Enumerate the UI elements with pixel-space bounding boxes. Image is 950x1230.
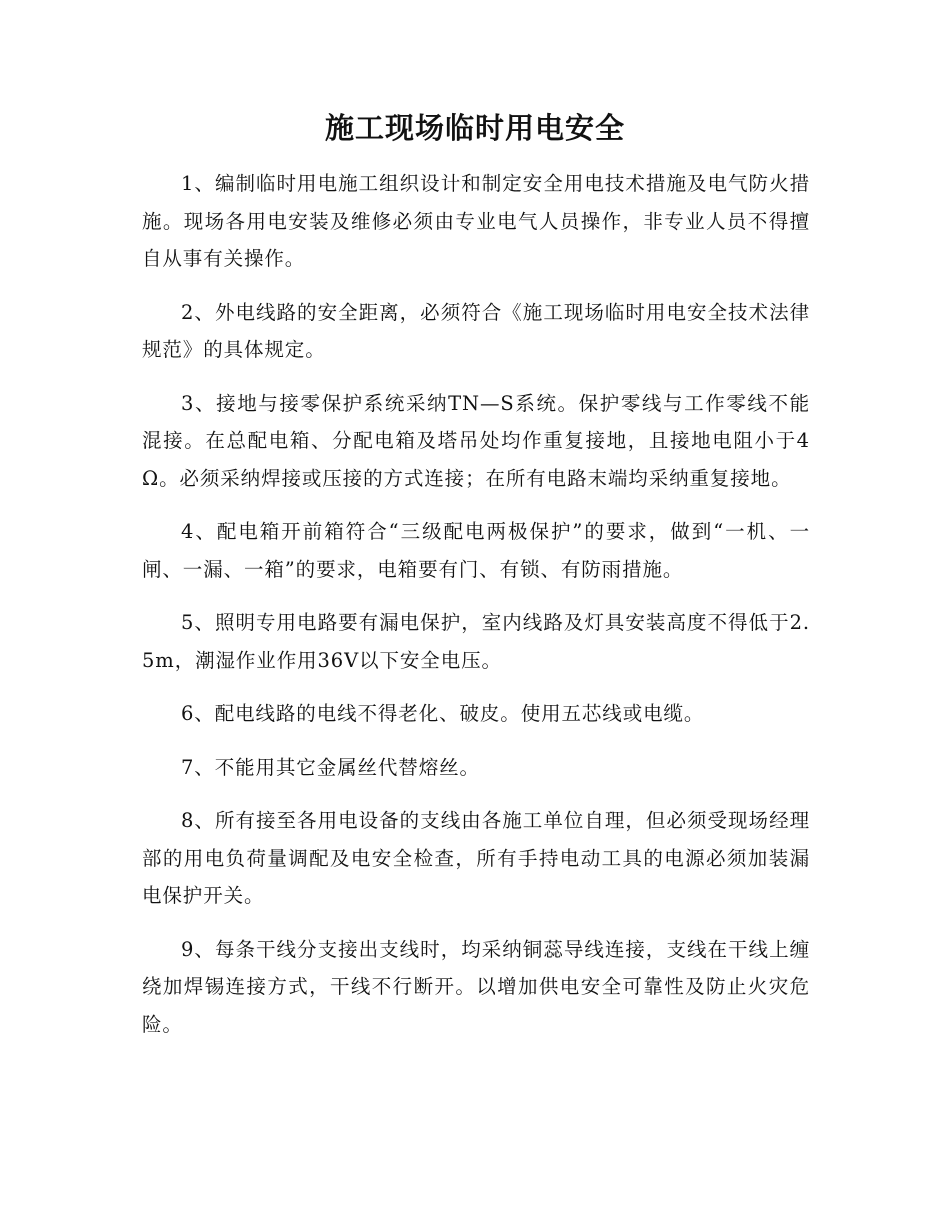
page-title: 施工现场临时用电安全 [324,111,625,145]
paragraph-1: 1、编制临时用电施工组织设计和制定安全用电技术措施及电气防火措施。现场各用电安装及维修必须由专业电气人员操作，非专业人员不得擅自从事有关操作。 [142,172,810,270]
paragraph-8: 8、所有接至各用电设备的支线由各施工单位自理，但必须受现场经理部的用电负荷量调配及电安全检查，所有手持电动工具的电源必须加装漏电保护开关。 [142,809,810,907]
paragraph-2: 2、外电线路的安全距离，必须符合《施工现场临时用电安全技术法律规范》的具体规定。 [142,300,810,361]
paragraph-4: 4、配电箱开前箱符合“三级配电两极保护”的要求，做到“一机、一闸、一漏、一箱”的要求，电箱要有门、有锁、有防雨措施。 [142,520,810,581]
paragraph-6: 6、配电线路的电线不得老化、破皮。使用五芯线或电缆。 [181,702,705,725]
paragraph-7: 7、不能用其它金属丝代替熔丝。 [181,755,480,779]
paragraph-3: 3、接地与接零保护系统采纳TN—S系统。保护零线与工作零线不能混接。在总配电箱、分配电箱及塔吊处均作重复接地，且接地电阻小于4Ω。必须采纳焊接或压接的方式连接；在所有电路末端均采纳重复接地。 [142,391,810,490]
paragraph-5: 5、照明专用电路要有漏电保护，室内线路及灯具安装高度不得低于2.5m，潮湿作业作用36V以下安全电压。 [142,611,810,672]
paragraph-9: 9、每条干线分支接出支线时，均采纳铜蕊导线连接，支线在干线上缠绕加焊锡连接方式，干线不行断开。以增加供电安全可靠性及防止火灾危险。 [142,937,810,1036]
document-body [142,165,810,1059]
